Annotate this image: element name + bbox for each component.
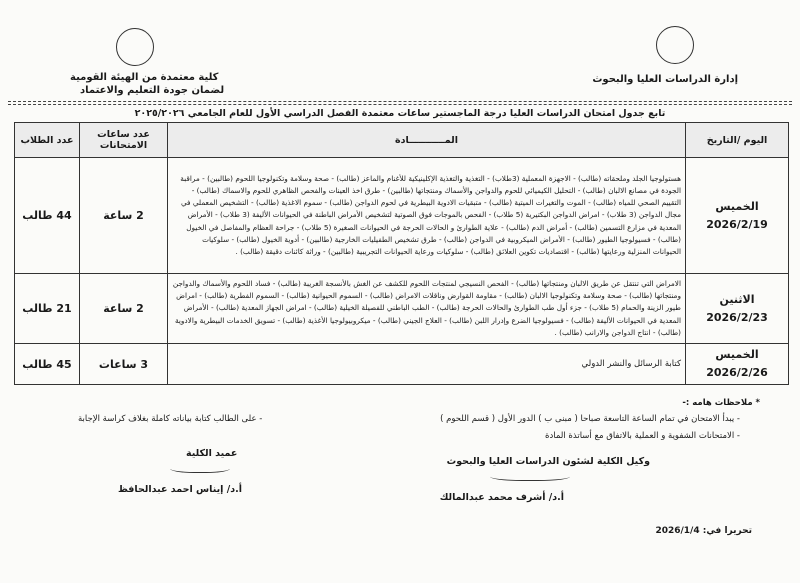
vice-dean-name: أ.د/ أشرف محمد عبدالمالك (439, 492, 564, 503)
faculty-logo (116, 28, 154, 66)
day-cell (686, 274, 789, 344)
vice-dean-title: وكيل الكلية لشئون الدراسات العليا والبحوث (446, 456, 650, 467)
day-cell (686, 344, 789, 385)
accreditation-line-1: كلية معتمدة من الهيئة القومية (70, 72, 219, 83)
dean-name: أ.د/ إيناس احمد عبدالحافظ (118, 484, 242, 495)
hours-cell: 2 ساعة (80, 158, 168, 274)
page-title: تابع جدول امتحان الدراسات العليا درجة الماجستير ساعات معتمدة الفصل الدراسي الأول للعام الجامعي ٢٠٢٥/٢٠٢٦ (134, 108, 666, 119)
header-divider (8, 101, 792, 102)
subjects-cell: الامراض التي تنتقل عن طريق الالبان ومنتجاتها (طالب) - الفحص النسيجي لمنتجات اللحوم للكشف عن الغش بالأنسجة الغريبة (طالب) - فساد اللحوم والأسماك والدواجن ومنتجاتها (طالب) - صحة وسلامة وتكنولوجيا الالبان (طالب) - مقاومة القوارض وناقلات الامراض (طالب) - السموم الحيوانية (طالب) - السموم الفطرية (طالب) - امراض طيور الزينة والحمام (5 طلاب) - جزء أول طب الطوارئ والحالات الحرجة (طالب) - الطب الباطني للفصيلة الخيلية (طالب) - امراض الجهاز المعدية (طالب) - الأمراض المعدية في الحيوانات الأليفة (طالب) - فسيولوجيا الضرع وإدرار اللبن (طالب) - العلاج الجيني (طالب) - ميكروبيولوجيا الأغذية (طالب) - تسويق الخدمات البيطرية والادوية (طالب) - انتاج الدواجن والارانب (طالب) . (168, 274, 686, 344)
exam-date: 2026/2/19 (706, 217, 768, 231)
dean-title: عميد الكلية (186, 448, 238, 459)
exam-date: 2026/2/26 (706, 366, 768, 379)
day-cell (686, 158, 789, 274)
students-cell: 21 طالب (15, 274, 80, 344)
students-cell: 45 طالب (15, 344, 80, 385)
header-students: عدد الطلاب (15, 123, 80, 158)
subjects-cell: كتابة الرسائل والنشر الدولي (168, 344, 686, 385)
written-on-date: تحريرا في: 2026/1/4 (655, 526, 752, 536)
table-header-row (15, 123, 789, 158)
accreditation-line-2: لضمان جودة التعليم والاعتماد (80, 85, 225, 96)
hours-cell: 3 ساعات (80, 344, 168, 385)
exam-schedule-table (14, 122, 789, 385)
day-name: الخميس (715, 348, 759, 361)
department-name: إدارة الدراسات العليا والبحوث (592, 74, 738, 85)
day-name: الخميس (715, 199, 759, 213)
dean-signature (170, 462, 230, 473)
day-name: الاثنين (719, 292, 755, 306)
table-row (15, 344, 789, 385)
students-cell: 44 طالب (15, 158, 80, 274)
hours-cell: 2 ساعة (80, 274, 168, 344)
vice-dean-signature (490, 470, 570, 481)
header-hours: عدد ساعات الامتحانات (80, 123, 168, 158)
header-day: اليوم /التاريخ (686, 123, 789, 158)
exam-date: 2026/2/23 (706, 310, 768, 324)
note-oral-practical: - الامتحانات الشفوية و العملية بالاتفاق مع أساتذة المادة (545, 431, 740, 441)
note-start-time: - يبدأ الامتحان في تمام الساعة التاسعة صباحا ( مبنى ب ) الدور الأول ( قسم اللحوم ) (440, 414, 740, 424)
header-divider-2 (8, 104, 792, 105)
note-answer-booklet: - على الطالب كتابة بياناته كاملة بغلاف كراسة الإجابة (78, 414, 263, 424)
subjects-cell: هستولوجيا الجلد وملحقاته (طالب) - الاجهزة المعملية (3طلاب) - التغذية والتغذية الإكلينيكية للأغنام والماعز (طالب) - صحة وسلامة وتكنولوجيا اللحوم (طالبين) - مراقبة الجودة في مصانع الالبان (طالب) - التحليل الكيميائي للحوم والدواجن والأسماك ومنتجاتها (طالبين) - طرق اخذ العينات والفحص الظاهري للحوم والاسماك (طالب) - التقييم الصحي للمياه (طالب) - الموت والتغيرات الميتية (طالب) - متبقيات الادوية البيطرية في لحوم الدواجن (طالب) - سموم الاغذية (طالب) - التشخيص المعملي في مجال الدواجن (3 طلاب) - امراض الدواجن البكتيرية (5 طلاب) - الفحص بالموجات فوق الصوتية لتشخيص الأمراض الباطنة في الحيوانات الأليفة (3 طلاب) - الأمراض المعدية في مزارع التسمين (طالب) - أمراض الدم (طالب) - علاية الطوارئ و الحالات الحرجة في الحيوانات الصغيرة (5 طلاب) - جراحة العظام والمفاصل في الخيول (طالب) - فسيولوجيا الطيور (طالب) - الأمراض الميكروبية في الدواجن (طالب) - طرق تشخيص الطفيليات الخارجية (طالبين) - أدوية الخيول (طالب) - سلوكيات الحيوانات المنزلية ورعايتها (طالب) - اقتصاديات تكوين العلائق (طالب) - سلوكيات ورعاية الحيوانات التجريبية (طالبين) - وراثة كائنات دقيقة (طالب) . (168, 158, 686, 274)
header-subject: المـــــــــــادة (168, 123, 686, 158)
notes-heading: * ملاحظات هامه :- (682, 398, 760, 408)
table-row (15, 158, 789, 274)
table-row (15, 274, 789, 344)
university-logo (656, 26, 694, 64)
